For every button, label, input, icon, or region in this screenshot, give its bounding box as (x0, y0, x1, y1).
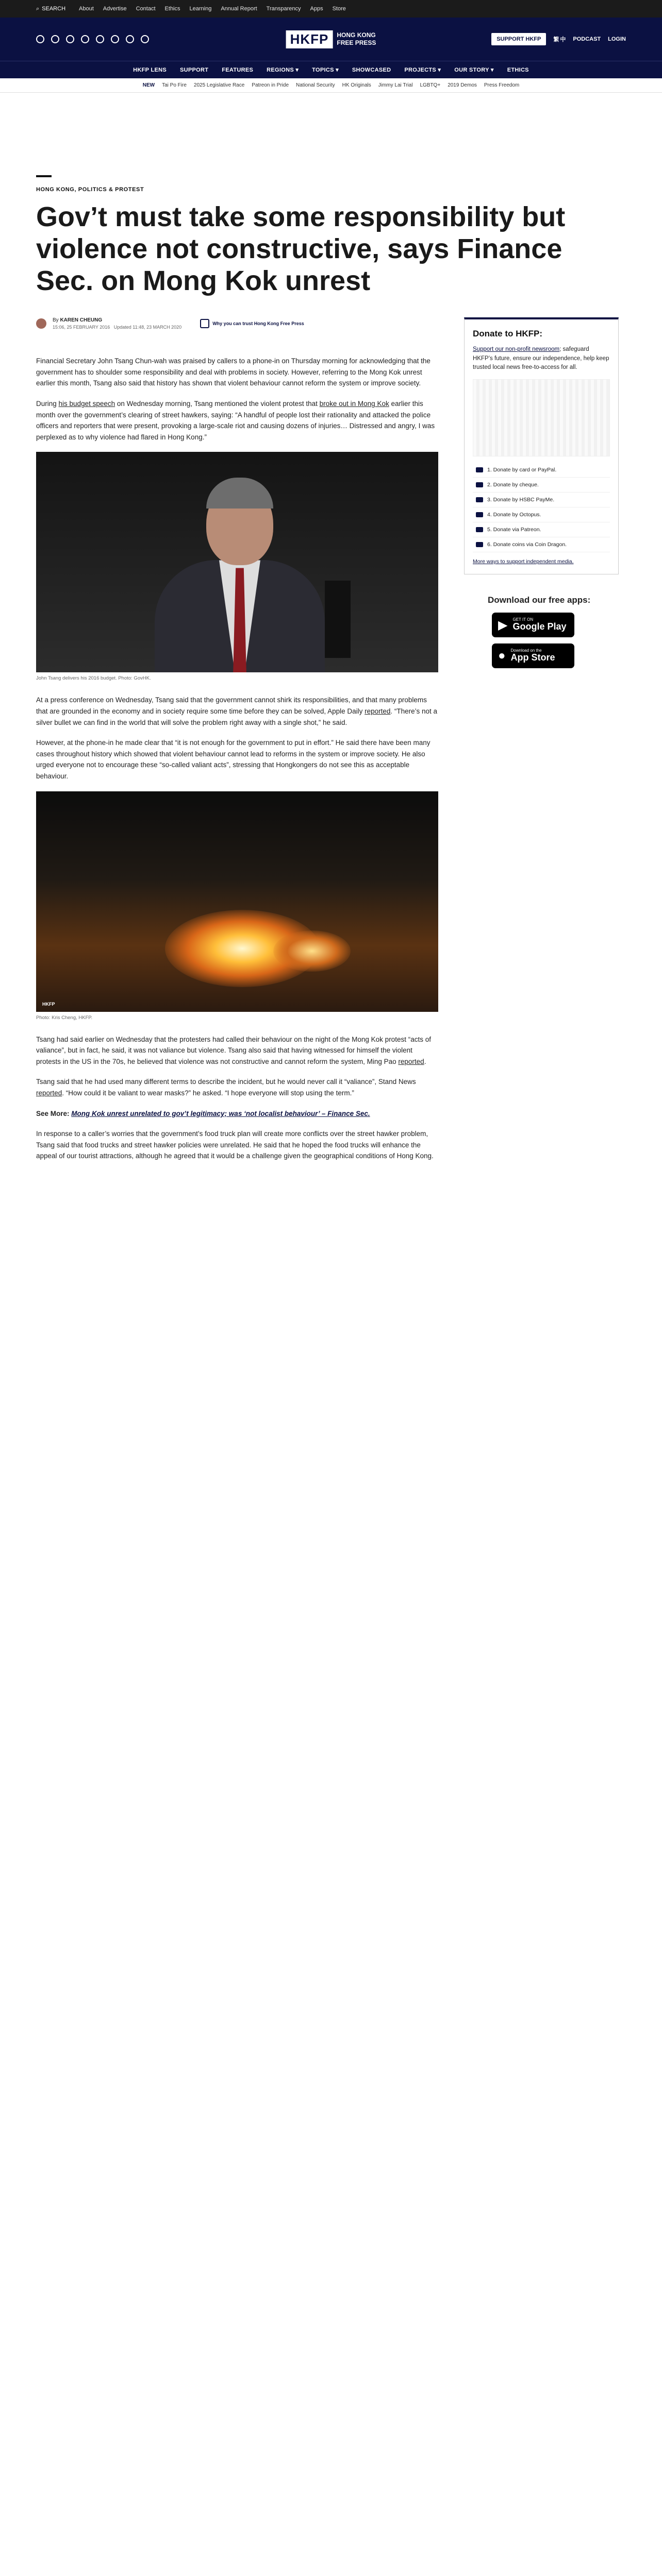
photo-microphone (325, 581, 351, 658)
trust-link[interactable] (200, 319, 304, 328)
paragraph-3 (36, 694, 438, 728)
p2-text-c: earlier this month over the government’s clearing of street hawkers, saying: “A handful of people lost their rationality and attacked the police officers and reporters that were present, provoking a large-scale riot and causing dozens of injuries… Distressed and angry, I was perplexed as to why violence had flared in Hong Kong.” (36, 400, 435, 441)
p6-text-a: Tsang said that he had used many different terms to describe the incident, but he would never call it “valiance”, Stand News (36, 1078, 416, 1086)
trending-national-security[interactable]: National Security (296, 82, 335, 88)
donate-box (464, 317, 619, 574)
payme-icon (476, 497, 483, 502)
article-category[interactable]: HONG KONG, POLITICS & PROTEST (36, 187, 144, 193)
new-label: NEW (142, 82, 155, 88)
photo-john-tsang (36, 452, 438, 672)
google-play-button[interactable] (492, 613, 574, 637)
logo-line-2: FREE PRESS (337, 39, 376, 46)
nav-topics[interactable]: TOPICS ▾ (312, 67, 339, 73)
article-header (0, 175, 662, 297)
nav-hkfp-lens[interactable]: HKFP LENS (133, 66, 167, 73)
lang-traditional[interactable]: 繁 (553, 37, 559, 43)
option-label: 4. Donate by Octopus. (487, 512, 541, 518)
site-logo[interactable] (286, 30, 376, 48)
article-dates (53, 325, 181, 330)
see-more-label: See More: (36, 1109, 72, 1117)
p2-text-b: on Wednesday morning, Tsang mentioned the violent protest that (115, 400, 320, 408)
more-ways-link[interactable]: More ways to support independent media. (473, 558, 574, 565)
app-store-small: Download on the (510, 648, 542, 653)
paragraph-2 (36, 398, 438, 443)
patreon-icon (476, 527, 483, 532)
p5-text-b: . (424, 1057, 426, 1065)
p5-text-a: Tsang had said earlier on Wednesday that the protesters had called their behaviour on the night of the Mong Kok protest “acts of valiance”, but in fact, he said, it was not valiance but violence. Tsang also said that having witnessed for himself the violent protests in the US in the 70s, he believed that violence was not constructive and cannot reform the system, Ming Pao (36, 1035, 431, 1065)
link-transparency[interactable]: Transparency (266, 6, 301, 12)
trending-bar (0, 78, 662, 93)
google-play-text (512, 618, 566, 632)
search-label: SEARCH (42, 6, 66, 12)
author-avatar (36, 318, 46, 329)
trending-2019-demos[interactable]: 2019 Demos (448, 82, 477, 88)
language-switch[interactable] (553, 35, 566, 43)
link-advertise[interactable]: Advertise (103, 6, 127, 12)
paragraph-7: In response to a caller’s worries that the government’s food truck plan will create more conflicts over the street hawker problem, Tsang said that food trucks and street hawker policies were unrelated. He said that he hoped the food trucks will enhance the appeal of our tourist attractions, although he agreed that it would be a challenge given the geographical conditions of Hong Kong. (36, 1130, 434, 1160)
paragraph-5 (36, 1034, 438, 1067)
trending-lgbtq[interactable]: LGBTQ+ (420, 82, 441, 88)
photo-watermark: HKFP (42, 1001, 55, 1007)
mong-kok-link[interactable]: broke out in Mong Kok (319, 400, 389, 408)
byline (36, 317, 438, 330)
social-links (36, 35, 149, 43)
apple-daily-link[interactable]: reported (365, 707, 391, 716)
trending-legislative-race[interactable]: 2025 Legislative Race (193, 82, 245, 88)
top-utility-bar (0, 0, 662, 18)
donate-option-card[interactable] (473, 463, 610, 478)
option-label: 5. Donate via Patreon. (487, 527, 541, 533)
option-label: 2. Donate by cheque. (487, 482, 539, 488)
link-annual-report[interactable]: Annual Report (221, 6, 257, 12)
masthead-actions (491, 33, 626, 45)
photo-mong-kok-fire (36, 791, 438, 1012)
coin-icon (476, 542, 483, 547)
google-play-icon: ▶ (498, 618, 508, 632)
article-title: Gov’t must take some responsibility but violence not constructive, says Finance Sec. on Mong Kok unrest (36, 201, 566, 297)
paragraph-1: Financial Secretary John Tsang Chun-wah was praised by callers to a phone-in on Thursday morning for acknowledging that the government has to shoulder some responsibility and deal with problems in society. However, referring to the Mong Kok unrest earlier this month, Tsang also said that history has shown that violent behaviour cannot reform the system or improve society. (36, 357, 431, 387)
app-store-button[interactable] (492, 643, 574, 668)
support-newsroom-link[interactable]: Support our non-profit newsroom (473, 346, 560, 353)
nav-support[interactable]: SUPPORT (180, 66, 209, 73)
p2-text-a: During (36, 400, 59, 408)
donate-title: Donate to HKFP: (473, 329, 543, 339)
youtube-icon[interactable] (96, 35, 104, 43)
link-learning[interactable]: Learning (189, 6, 212, 12)
app-store-text (511, 649, 555, 663)
cheque-icon (476, 482, 483, 487)
donate-option-cheque[interactable] (473, 478, 610, 493)
trending-press-freedom[interactable]: Press Freedom (484, 82, 520, 88)
paragraph-4: However, at the phone-in he made clear that “it is not enough for the government to put in effort.” He said there have been many cases throughout history which showed that violent behaviour cannot lead to reforms in the system or improve society. He also urged everyone not to encourage these “so-called valiant acts”, stressing that Hongkongers do not see this as acceptable behaviour. (36, 739, 431, 780)
apps-box (464, 595, 619, 668)
card-icon (476, 467, 483, 472)
paragraph-6 (36, 1076, 438, 1098)
linkedin-icon[interactable] (111, 35, 119, 43)
sidebar (464, 317, 619, 1171)
nav-showcased[interactable]: SHOWCASED (352, 66, 391, 73)
trust-icon (200, 319, 209, 328)
podcast-link[interactable]: PODCAST (573, 36, 601, 42)
ming-pao-link[interactable]: reported (398, 1057, 424, 1065)
search-button[interactable] (36, 6, 65, 12)
p3-text-a: At a press conference on Wednesday, Tsang said that the government cannot shirk its responsibilities, and that many problems that are grounded in the economy and in society require some time before they can be solved, Apple Daily (36, 696, 427, 716)
nav-our-story[interactable]: OUR STORY ▾ (454, 67, 494, 73)
trust-label: Why you can trust Hong Kong Free Press (212, 321, 304, 327)
see-more (36, 1108, 438, 1120)
donate-option-patreon[interactable] (473, 522, 610, 537)
option-label: 6. Donate coins via Coin Dragon. (487, 541, 567, 548)
p3-text-b: . “There’s not a silver bullet we can find in the world that will solve the problem right away with a single shot,” he said. (36, 707, 437, 726)
photo-caption-2: Photo: Kris Cheng, HKFP. (36, 1014, 93, 1021)
bluesky-icon[interactable] (126, 35, 134, 43)
apple-icon: ● (498, 649, 506, 663)
x-icon[interactable] (51, 35, 59, 43)
option-label: 3. Donate by HSBC PayMe. (487, 497, 555, 503)
rss-icon[interactable] (141, 35, 149, 43)
octopus-icon (476, 512, 483, 517)
logo-line-1: HONG KONG (337, 31, 376, 39)
author-name[interactable]: KAREN CHEUNG (60, 317, 103, 324)
donate-option-coin-dragon[interactable] (473, 537, 610, 552)
nav-ethics[interactable]: ETHICS (507, 66, 529, 73)
threads-icon[interactable] (81, 35, 89, 43)
lang-chinese[interactable]: 中 (560, 37, 566, 43)
trending-hk-originals[interactable]: HK Originals (342, 82, 371, 88)
article-body (36, 317, 438, 1171)
header-rule (36, 175, 52, 177)
stand-news-link[interactable]: reported (36, 1089, 62, 1097)
instagram-icon[interactable] (66, 35, 74, 43)
author-prefix: By (53, 317, 59, 324)
photo-fire-secondary (273, 930, 351, 972)
login-link[interactable]: LOGIN (608, 36, 626, 42)
masthead (0, 18, 662, 61)
apps-title: Download our free apps: (488, 595, 591, 605)
photo-caption-1: John Tsang delivers his 2016 budget. Photo: GovHK. (36, 675, 151, 682)
donate-option-octopus[interactable] (473, 507, 610, 522)
link-store[interactable]: Store (332, 6, 346, 12)
byline-text (53, 317, 181, 330)
facebook-icon[interactable] (36, 35, 44, 43)
app-store-big: App Store (510, 652, 555, 663)
published-date: 15:06, 25 FEBRUARY 2016 (53, 325, 110, 330)
trending-patreon-pride[interactable]: Patreon in Pride (252, 82, 289, 88)
budget-speech-link[interactable]: his budget speech (58, 400, 115, 408)
link-about[interactable]: About (79, 6, 94, 12)
google-play-big: Google Play (512, 621, 567, 632)
google-play-small: GET IT ON (512, 617, 534, 622)
author-line (53, 317, 181, 323)
support-hkfp-button[interactable]: SUPPORT HKFP (491, 33, 546, 45)
logo-name (337, 31, 376, 47)
donate-banner[interactable] (473, 379, 610, 456)
p6-text-b: . “How could it be valiant to wear masks?” he asked. “I hope everyone will stop using the term.” (62, 1089, 354, 1097)
donate-option-payme[interactable] (473, 493, 610, 507)
donate-intro (473, 345, 610, 372)
main-navigation (0, 61, 662, 78)
link-apps[interactable]: Apps (310, 6, 323, 12)
nav-projects[interactable]: PROJECTS ▾ (404, 67, 441, 73)
content-area (0, 317, 662, 1171)
trending-jimmy-lai-trial[interactable]: Jimmy Lai Trial (378, 82, 413, 88)
link-contact[interactable]: Contact (136, 6, 156, 12)
donate-intro-text: ; safeguard HKFP’s future, ensure our independence, help keep trusted local news free-to-access for all. (473, 346, 609, 370)
nav-regions[interactable]: REGIONS ▾ (267, 67, 299, 73)
utility-links (79, 6, 346, 12)
search-icon: ⌕ (36, 5, 40, 12)
link-ethics[interactable]: Ethics (164, 6, 180, 12)
logo-mark: HKFP (286, 30, 333, 48)
option-label: 1. Donate by card or PayPal. (487, 467, 557, 473)
trending-tai-po-fire[interactable]: Tai Po Fire (162, 82, 187, 88)
updated-date: Updated 11:48, 23 MARCH 2020 (113, 325, 182, 330)
nav-features[interactable]: FEATURES (222, 66, 254, 73)
see-more-link[interactable]: Mong Kok unrest unrelated to gov’t legitimacy; was ‘not localist behaviour’ – Finance Sec. (71, 1109, 370, 1117)
